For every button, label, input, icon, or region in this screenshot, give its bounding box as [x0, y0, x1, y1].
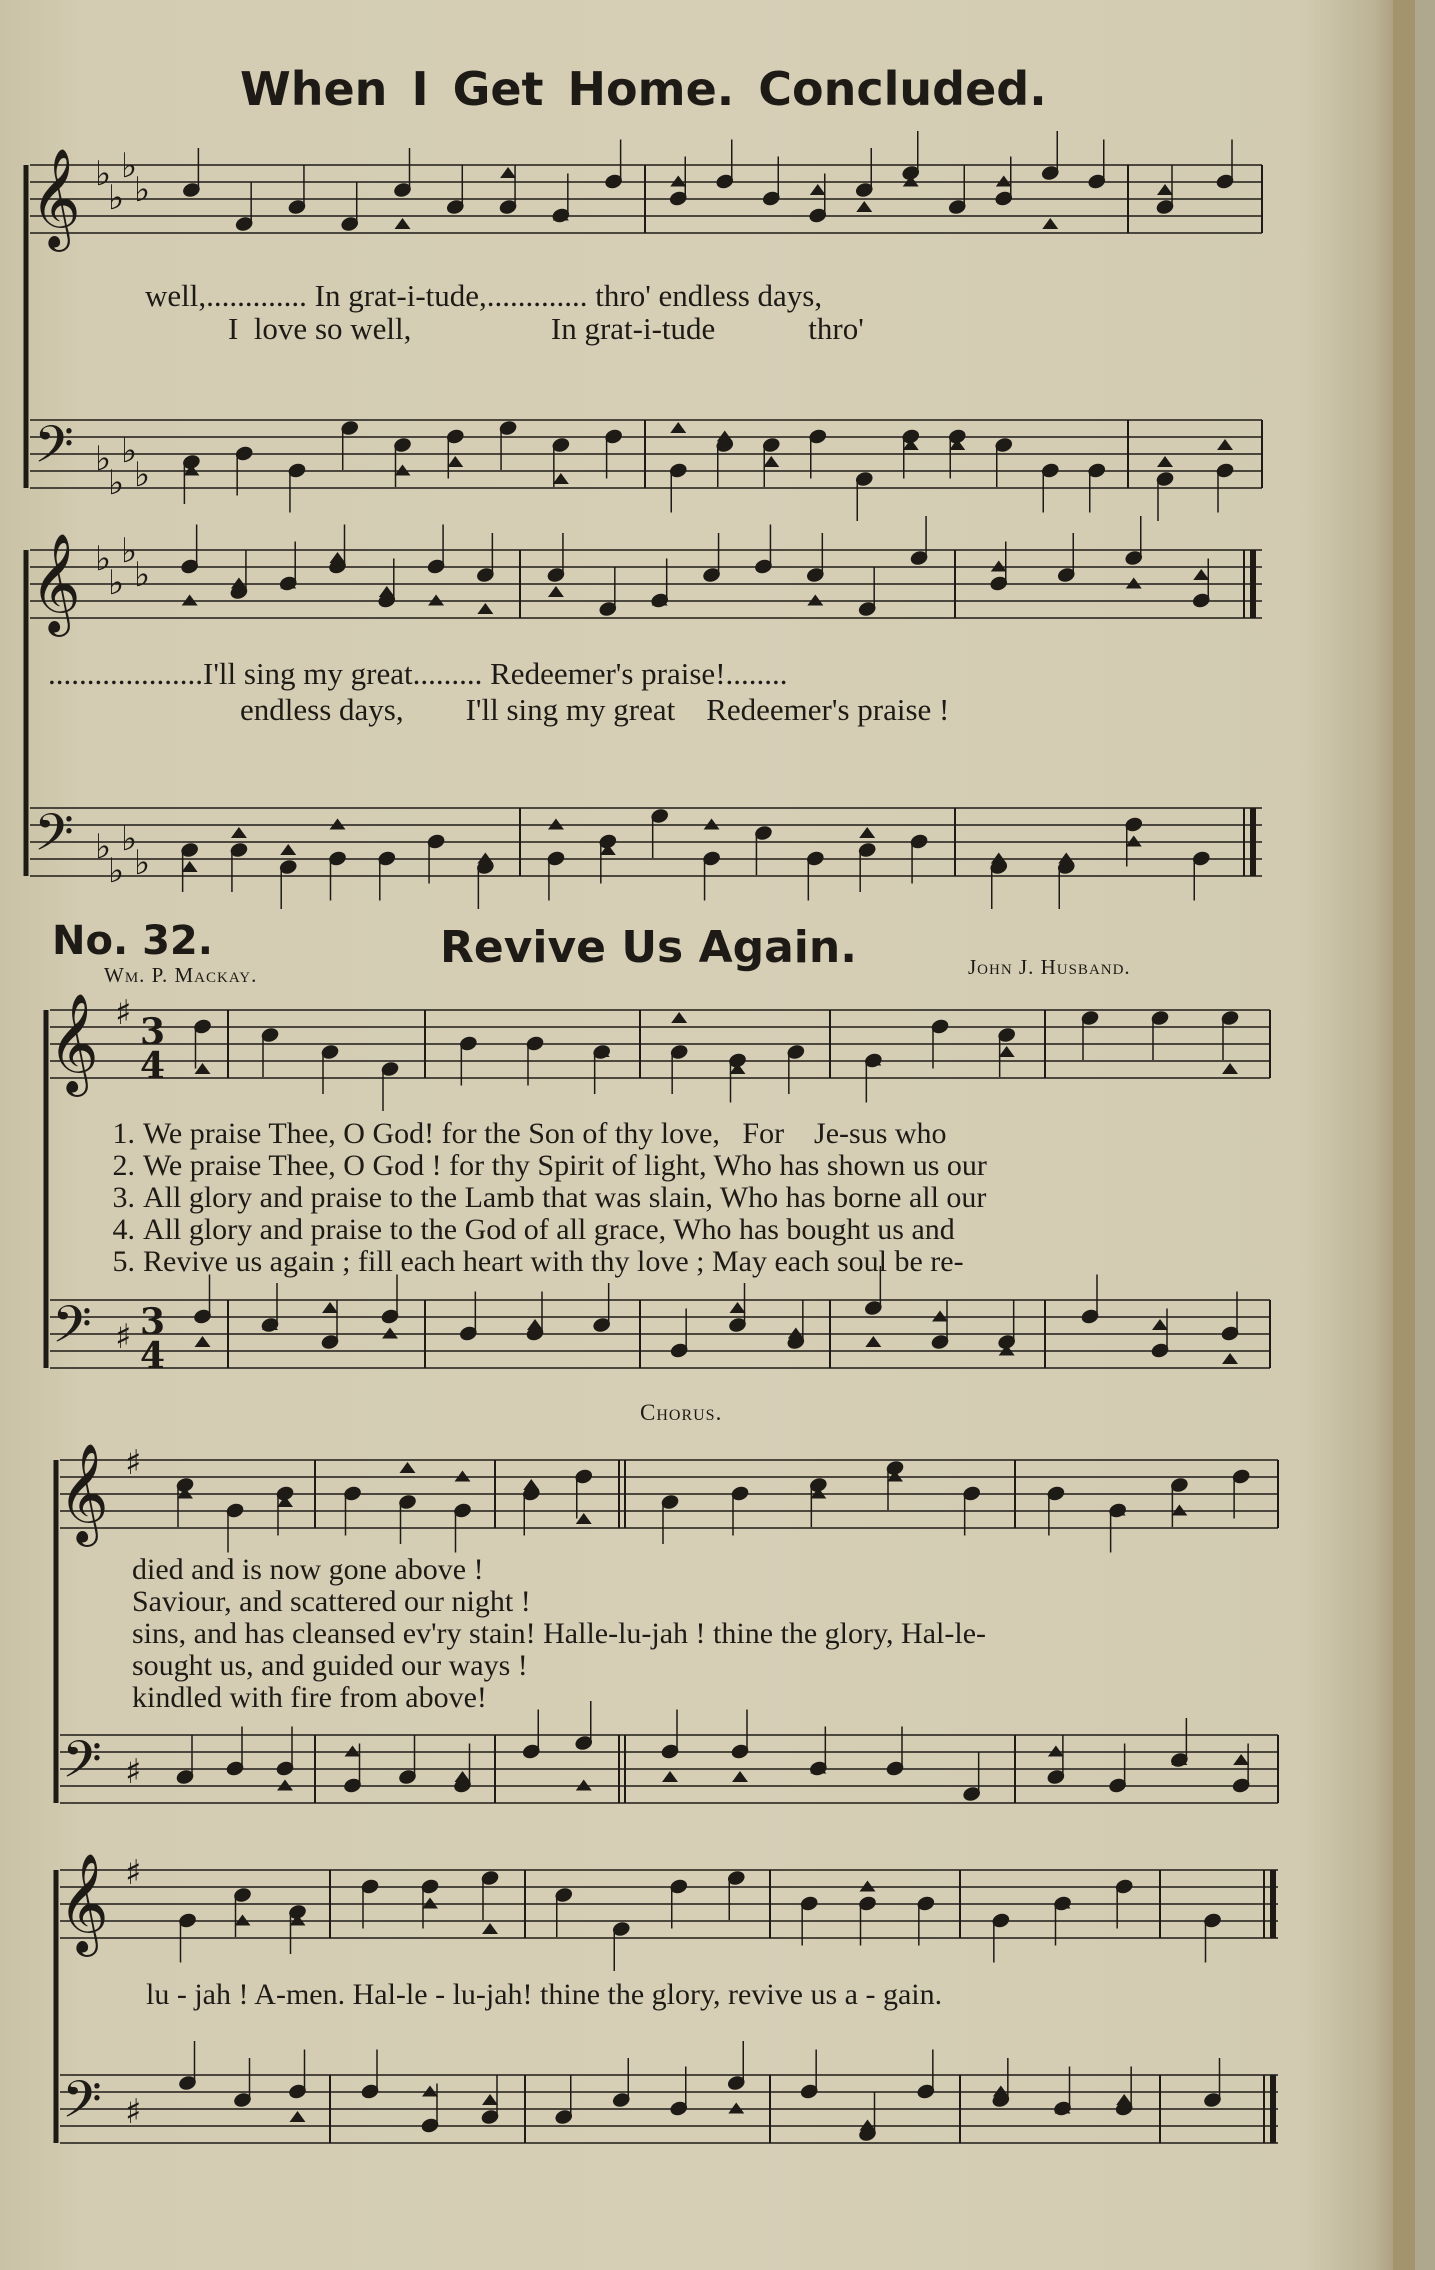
- note-head: [455, 1471, 471, 1482]
- note-head: [1171, 1505, 1187, 1516]
- note-head: [763, 456, 779, 467]
- note-head: [859, 827, 875, 838]
- sharp-sign-icon: ♯: [115, 993, 132, 1033]
- concluded-title: When I Get Home. Concluded.: [240, 62, 1047, 116]
- note-head: [422, 2086, 438, 2097]
- lyric-line: ....................I'll sing my great......... Redeemer's praise!........: [48, 656, 788, 691]
- note-head: [1126, 578, 1142, 589]
- note-head: [730, 1302, 746, 1313]
- note-head: [993, 2086, 1009, 2097]
- note-head: [671, 1012, 687, 1023]
- verse-text: We praise Thee, O God ! for thy Spirit of light, Who has shown us our: [143, 1149, 987, 1182]
- verse-line: [90, 1213, 955, 1247]
- verse-text: All glory and praise to the God of all grace, Who has bought us and: [143, 1213, 955, 1246]
- sharp-sign-icon: ♯: [115, 1317, 132, 1357]
- bass-clef-icon: 𝄢: [34, 414, 74, 487]
- verse-number: 1.: [112, 1117, 135, 1150]
- flat-sign-icon: ♭: [108, 563, 125, 603]
- final-lyric-line: lu - jah ! A-men. Hal-le - lu-jah! thine the glory, revive us a - gain.: [146, 1978, 943, 2011]
- hymn-title: Revive Us Again.: [440, 922, 857, 973]
- note-head: [195, 1336, 211, 1347]
- note-head: [865, 1336, 881, 1347]
- flat-sign-icon: ♭: [95, 827, 112, 867]
- time-signature: 3: [140, 1301, 166, 1343]
- flat-sign-icon: ♭: [134, 555, 151, 595]
- flat-sign-icon: ♭: [108, 463, 125, 503]
- note-head: [1157, 456, 1173, 467]
- note-head: [195, 1063, 211, 1074]
- final-barline: [1270, 1870, 1276, 1938]
- verse-number: 3.: [112, 1181, 135, 1214]
- note-head: [1152, 1319, 1168, 1330]
- verse-line: [90, 1117, 947, 1151]
- music-credit: John J. Husband.: [968, 955, 1131, 979]
- note-head: [400, 1462, 416, 1473]
- note-head: [548, 586, 564, 597]
- treble-clef-icon: 𝄞: [58, 1443, 109, 1543]
- note-head: [1193, 569, 1209, 580]
- bass-clef-icon: 𝄢: [52, 1294, 92, 1367]
- note-head: [422, 1898, 438, 1909]
- note-head: [999, 1046, 1015, 1057]
- note-head: [277, 1780, 293, 1791]
- verse-line: [90, 1245, 964, 1279]
- note-head: [477, 603, 493, 614]
- note-head: [1157, 184, 1173, 195]
- treble-clef-icon: 𝄞: [48, 993, 99, 1093]
- flat-sign-icon: ♭: [134, 455, 151, 495]
- lyric-line: well,............. In grat-i-tude,............. thro' endless days,: [145, 278, 823, 313]
- verse-text: All glory and praise to the Lamb that was slain, Who has borne all our: [143, 1181, 987, 1214]
- time-signature: 4: [140, 1045, 166, 1087]
- sharp-sign-icon: ♯: [125, 2092, 142, 2132]
- verse-number: 2.: [112, 1149, 135, 1182]
- continuation-line: Saviour, and scattered our night !: [132, 1585, 531, 1618]
- flat-sign-icon: ♭: [95, 539, 112, 579]
- note-head: [670, 422, 686, 433]
- note-head: [856, 201, 872, 212]
- verse-line: [90, 1181, 986, 1215]
- flat-sign-icon: ♭: [121, 146, 138, 186]
- note-head: [1058, 853, 1074, 864]
- note-head: [447, 456, 463, 467]
- note-head: [395, 465, 411, 476]
- treble-clef-icon: 𝄞: [30, 148, 81, 248]
- flat-sign-icon: ♭: [134, 843, 151, 883]
- sharp-sign-icon: ♯: [125, 1853, 142, 1893]
- note-head: [330, 819, 346, 830]
- note-head: [1233, 1754, 1249, 1765]
- flat-sign-icon: ♭: [108, 178, 125, 218]
- note-head: [810, 184, 826, 195]
- flat-sign-icon: ♭: [121, 431, 138, 471]
- verse-number: 5.: [112, 1245, 135, 1278]
- bass-clef-icon: 𝄢: [34, 802, 74, 875]
- lyric-line: I love so well, In grat-i-tude thro': [228, 311, 864, 346]
- verse-text: Revive us again ; fill each heart with thy love ; May each soul be re-: [143, 1245, 964, 1278]
- note-head: [1116, 2094, 1132, 2105]
- bass-clef-icon: 𝄢: [62, 2069, 102, 2142]
- note-head: [500, 167, 516, 178]
- note-head: [991, 561, 1007, 572]
- hymn-number: No. 32.: [52, 918, 213, 964]
- bass-clef-icon: 𝄢: [62, 1729, 102, 1802]
- note-head: [182, 861, 198, 872]
- note-head: [860, 1881, 876, 1892]
- note-head: [1042, 218, 1058, 229]
- verse-line: [90, 1149, 987, 1183]
- flat-sign-icon: ♭: [108, 851, 125, 891]
- note-head: [182, 595, 198, 606]
- flat-sign-icon: ♭: [95, 439, 112, 479]
- note-head: [553, 473, 569, 484]
- note-head: [1222, 1063, 1238, 1074]
- flat-sign-icon: ♭: [121, 819, 138, 859]
- note-head: [523, 1479, 539, 1490]
- note-head: [330, 552, 346, 563]
- note-head: [322, 1302, 338, 1313]
- note-head: [477, 853, 493, 864]
- verse-text: We praise Thee, O God! for the Son of thy love, For Je-sus who: [143, 1117, 947, 1150]
- note-head: [996, 176, 1012, 187]
- flat-sign-icon: ♭: [121, 531, 138, 571]
- note-head: [379, 586, 395, 597]
- time-signature: 4: [140, 1335, 166, 1377]
- note-head: [482, 2094, 498, 2105]
- continuation-line: sought us, and guided our ways !: [132, 1649, 528, 1682]
- continuation-line: sins, and has cleansed ev'ry stain! Halle-lu-jah ! thine the glory, Hal-le-: [132, 1617, 987, 1650]
- flat-sign-icon: ♭: [134, 170, 151, 210]
- flat-sign-icon: ♭: [95, 154, 112, 194]
- note-head: [670, 176, 686, 187]
- note-head: [732, 1771, 748, 1782]
- note-head: [395, 218, 411, 229]
- note-head: [1048, 1746, 1064, 1757]
- note-head: [548, 819, 564, 830]
- sharp-sign-icon: ♯: [125, 1752, 142, 1792]
- final-barline: [1270, 2075, 1276, 2143]
- note-head: [231, 578, 247, 589]
- note-head: [290, 2111, 306, 2122]
- note-head: [807, 595, 823, 606]
- time-signature: 3: [140, 1011, 166, 1053]
- treble-clef-icon: 𝄞: [58, 1853, 109, 1953]
- verse-number: 4.: [112, 1213, 135, 1246]
- chorus-label: Chorus.: [640, 1400, 723, 1425]
- note-head: [482, 1923, 498, 1934]
- note-head: [231, 827, 247, 838]
- note-head: [1222, 1353, 1238, 1364]
- final-barline: [1250, 550, 1256, 618]
- note-head: [428, 595, 444, 606]
- note-head: [382, 1328, 398, 1339]
- note-head: [1217, 439, 1233, 450]
- treble-clef-icon: 𝄞: [30, 533, 81, 633]
- note-head: [527, 1319, 543, 1330]
- note-head: [455, 1771, 471, 1782]
- note-head: [728, 2103, 744, 2114]
- sharp-sign-icon: ♯: [125, 1443, 142, 1483]
- continuation-line: kindled with fire from above!: [132, 1681, 487, 1714]
- note-head: [235, 1915, 251, 1926]
- note-head: [1126, 836, 1142, 847]
- note-head: [345, 1746, 361, 1757]
- note-head: [576, 1513, 592, 1524]
- continuation-line: died and is now gone above !: [132, 1553, 484, 1586]
- note-head: [860, 2120, 876, 2131]
- note-head: [788, 1328, 804, 1339]
- final-barline: [1250, 808, 1256, 876]
- note-head: [576, 1780, 592, 1791]
- lyric-line: endless days, I'll sing my great Redeemer's praise !: [240, 692, 950, 727]
- words-credit: Wm. P. Mackay.: [104, 963, 258, 987]
- note-head: [280, 844, 296, 855]
- note-head: [717, 431, 733, 442]
- note-head: [991, 853, 1007, 864]
- note-head: [932, 1311, 948, 1322]
- note-head: [704, 819, 720, 830]
- note-head: [662, 1771, 678, 1782]
